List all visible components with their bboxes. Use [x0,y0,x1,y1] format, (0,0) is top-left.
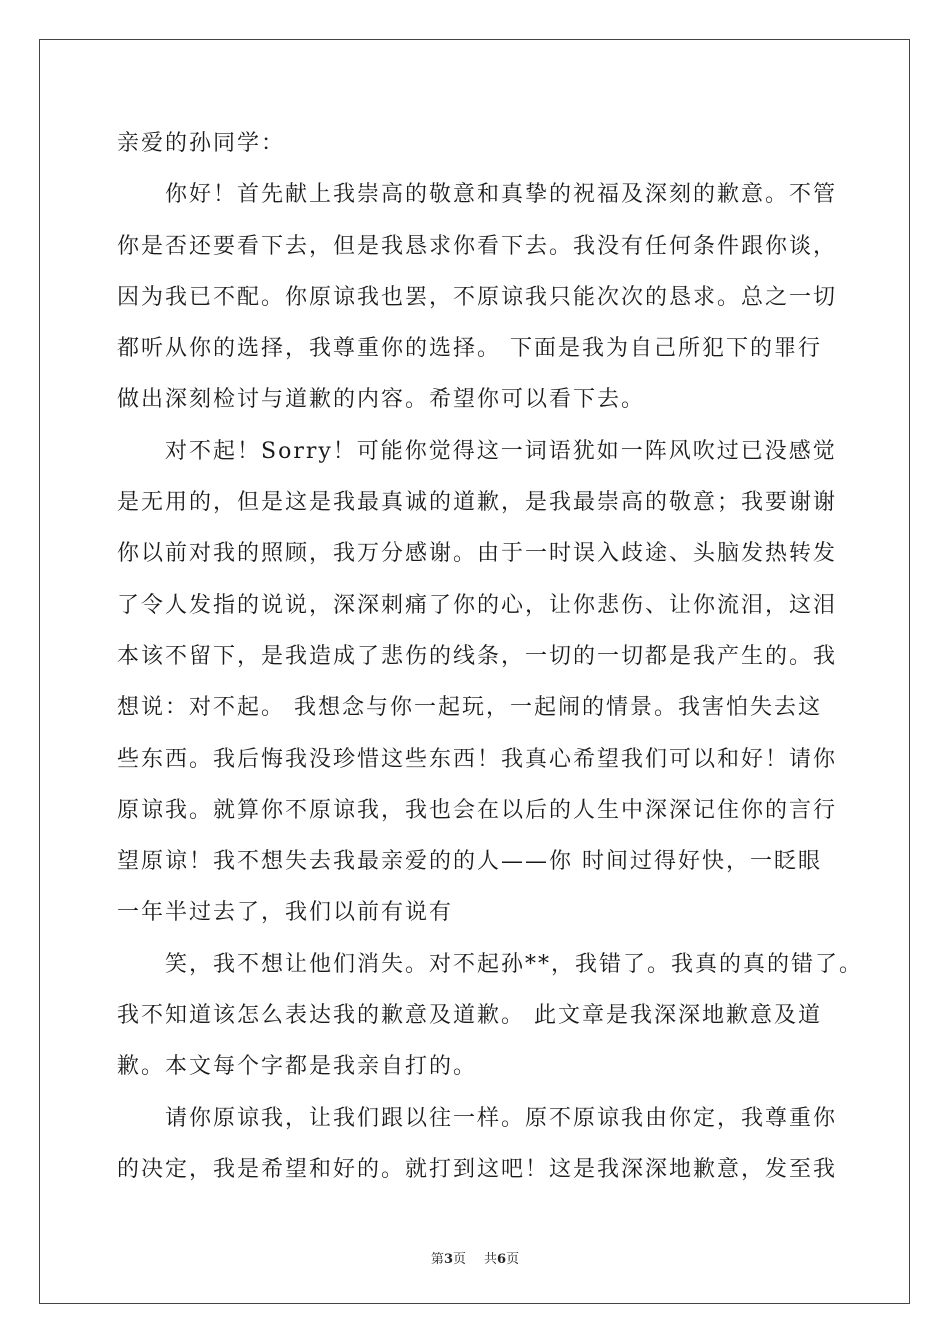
text-line: 做出深刻检讨与道歉的内容。希望你可以看下去。 [117,387,646,413]
text-line: 笑，我不想让他们消失。对不起孙**，我错了。我真的真的错了。 [165,951,864,977]
total-suffix: 页 [506,1252,520,1267]
text-line: 对不起！Sorry！可能你觉得这一词语犹如一阵风吹过已没感觉 [165,438,837,464]
text-line: 歉。本文每个字都是我亲自打的。 [117,1054,478,1080]
page-footer [0,1248,950,1267]
text-line: 的决定，我是希望和好的。就打到这吧！这是我深深地歉意，发至我 [117,1156,838,1182]
text-line: 都听从你的选择，我尊重你的选择。 下面是我为自己所犯下的罪行 [117,336,822,362]
page-number: 3 [443,1252,453,1267]
text-line: 因为我已不配。你原谅我也罢，不原谅我只能次次的恳求。总之一切 [117,284,838,310]
text-line: 原谅我。就算你不原谅我，我也会在以后的人生中深深记住你的言行 [117,797,838,823]
text-line: 是无用的，但是这是我最真诚的道歉，是我最崇高的敬意；我要谢谢 [117,490,838,516]
page-prefix: 第 [430,1252,444,1267]
text-line: 本该不留下，是我造成了悲伤的线条，一切的一切都是我产生的。我 [117,643,838,669]
text-line: 想说：对不起。 我想念与你一起玩，一起闹的情景。我害怕失去这 [117,695,822,721]
total-prefix: 共 [484,1252,498,1267]
text-line: 了令人发指的说说，深深刺痛了你的心，让你悲伤、让你流泪，这泪 [117,592,838,618]
text-line: 些东西。我后悔我没珍惜这些东西！我真心希望我们可以和好！请你 [117,746,838,772]
page-suffix: 页 [452,1252,466,1267]
text-line: 你以前对我的照顾，我万分感谢。由于一时误入歧途、头脑发热转发 [117,541,838,567]
text-line: 亲爱的孙同学： [117,131,286,156]
total-pages: 6 [497,1252,507,1267]
text-line: 你是否还要看下去，但是我恳求你看下去。我没有任何条件跟你谈， [117,233,838,259]
text-line: 请你原谅我，让我们跟以往一样。原不原谅我由你定，我尊重你 [165,1105,838,1131]
text-line: 你好！首先献上我崇高的敬意和真挚的祝福及深刻的歉意。不管 [165,182,838,208]
text-line: 望原谅！我不想失去我最亲爱的的人——你 时间过得好快，一眨眼 [117,849,822,875]
text-line: 我不知道该怎么表达我的歉意及道歉。 此文章是我深深地歉意及道 [117,1003,822,1029]
text-line: 一年半过去了，我们以前有说有 [117,900,454,926]
document-body [117,130,864,1207]
